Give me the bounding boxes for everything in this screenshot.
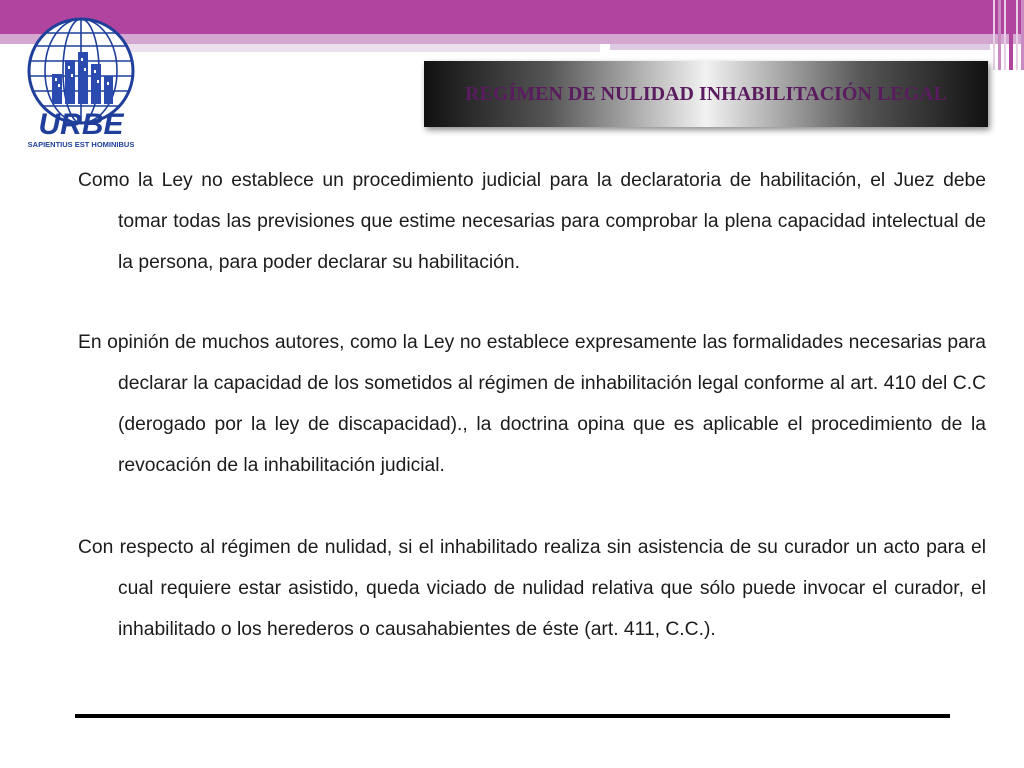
bottom-divider [75,714,950,718]
header-band-secondary [0,34,1024,44]
logo-wordmark: URBE [38,108,124,141]
paragraph-doctrina: En opinión de muchos autores, como la Ley no establece expresamente las formalidades necesarias para declarar la capacidad de los sometidos al régimen de inhabilitación legal conforme al art. 410 del C.C (derogado por la ley de discapacidad)., la doctrina opina que es aplicable el procedimiento de la revocación de la inhabilitación judicial. [78,332,986,476]
globe-logo-icon [22,16,140,150]
paragraph-nulidad: Con respecto al régimen de nulidad, si el inhabilitado realiza sin asistencia de su curador un acto para el cual requiere estar asistido, queda viciado de nulidad relativa que sólo puede invocar el curador, el inhabilitado o los herederos o causahabientes de éste (art. 411, C.C.). [78,537,986,640]
logo-motto: SAPIENTIUS EST HOMINIBUS [27,140,135,149]
header-band [0,0,1024,34]
urbe-logo [22,16,140,150]
header-stripes [984,0,1024,70]
header-band-accent-right [610,44,990,50]
title-banner [424,61,988,127]
paragraph-habilitacion: Como la Ley no establece un procedimiento judicial para la declaratoria de habilitación, el Juez debe tomar todas las previsiones que estime necesarias para comprobar la plena capacidad intelectual de la persona, para poder declarar su habilitación. [78,170,986,273]
page-title: REGÍMEN DE NULIDAD INHABILITACIÓN LEGAL [465,82,947,105]
